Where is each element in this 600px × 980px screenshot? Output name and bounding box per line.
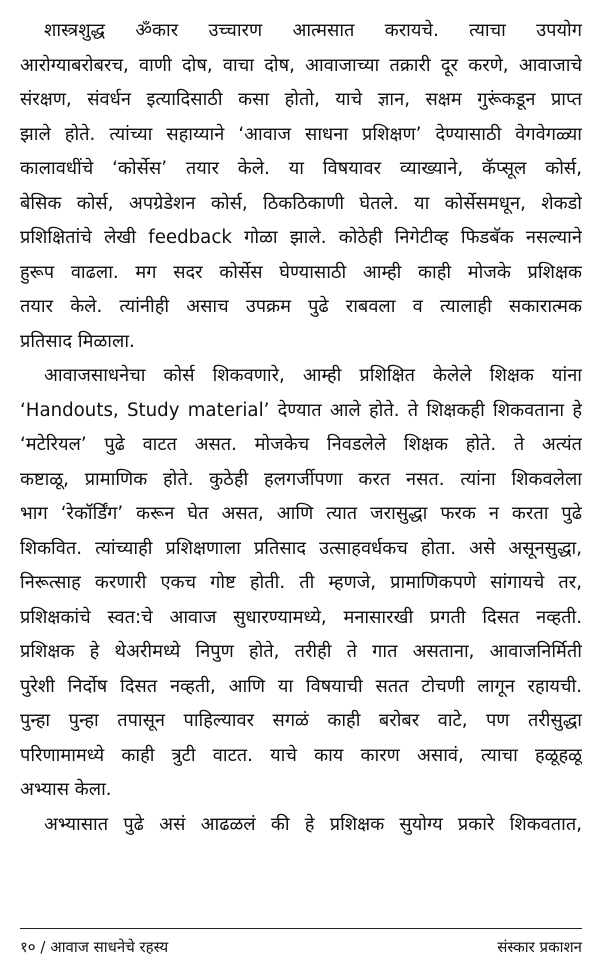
page-footer (20, 934, 582, 960)
body-text (20, 14, 582, 842)
text-line: शिकवित. त्यांच्याही प्रशिक्षणाला प्रतिसाद उत्साहवर्धकच होता. असे असूनसुद्धा, (20, 537, 582, 559)
text-line: भाग ‘रेकॉर्डिंग’ करून घेत असत, आणि त्यात जरासुद्धा फरक न करता पुढे (20, 503, 582, 524)
text-line: प्रशिक्षितांचे लेखी feedback गोळा झाले. कोठेही निगेटीव्ह फिडबॅक नसल्याने (20, 227, 582, 248)
paragraph-2 (20, 359, 582, 808)
text-line: कष्टाळू, प्रामाणिक होते. कुठेही हलगर्जीपणा करत नसत. त्यांना शिकवलेला (20, 468, 582, 490)
text-line: ‘Handouts, Study material’ देण्यात आले होते. ते शिक्षकही शिकवताना हे (20, 399, 582, 421)
text-line: निरूत्साह करणारी एकच गोष्ट होती. ती म्हणजे, प्रामाणिकपणे सांगायचे तर, (20, 572, 582, 593)
text-line: ‘मटेरियल’ पुढे वाटत असत. मोजकेच निवडलेले शिक्षक होते. ते अत्यंत (20, 434, 582, 455)
text-line: अभ्यासात पुढे असं आढळलं की हे प्रशिक्षक सुयोग्य प्रकारे शिकवतात, (44, 813, 582, 835)
paragraph-1 (20, 14, 582, 359)
text-line: प्रतिसाद मिळाला. (20, 330, 135, 352)
text-line: आरोग्याबरोबरच, वाणी दोष, वाचा दोष, आवाजाच्या तक्रारी दूर करणे, आवाजाचे (20, 54, 582, 76)
text-line: अभ्यास केला. (20, 779, 112, 800)
text-line: पुन्हा पुन्हा तपासून पाहिल्यावर सगळं काही बरोबर वाटे, पण तरीसुद्धा (20, 710, 582, 731)
text-line: कालावधींचे ‘कोर्सेस’ तयार केले. या विषयावर व्याख्याने, कॅप्सूल कोर्स, (20, 158, 582, 179)
paragraph-3 (20, 808, 582, 843)
text-line: प्रशिक्षक हे थेअरीमध्ये निपुण होते, तरीही ते गात असताना, आवाजनिर्मिती (20, 641, 582, 662)
footer-page-number-and-title: १० / आवाज साधनेचे रहस्य (20, 938, 169, 956)
text-line: हुरूप वाढला. मग सदर कोर्सेस घेण्यासाठी आम्ही काही मोजके प्रशिक्षक (20, 261, 582, 283)
text-line: संरक्षण, संवर्धन इत्यादिसाठी कसा होतो, याचे ज्ञान, सक्षम गुरूंकडून प्राप्त (20, 89, 582, 110)
footer-publisher: संस्कार प्रकाशन (497, 938, 582, 956)
text-line: प्रशिक्षकांचे स्वत:चे आवाज सुधारण्यामध्ये, मनासारखी प्रगती दिसत नव्हती. (20, 606, 582, 628)
text-line: झाले होते. त्यांच्या सहाय्याने ‘आवाज साधना प्रशिक्षण’ देण्यासाठी वेगवेगळ्या (20, 123, 582, 145)
text-line: शास्त्रशुद्ध ॐकार उच्चारण आत्मसात करायचे. त्याचा उपयोग (44, 20, 582, 41)
text-line: बेसिक कोर्स, अपग्रेडेशन कोर्स, ठिकठिकाणी घेतले. या कोर्सेसमधून, शेकडो (20, 192, 582, 214)
text-line: आवाजसाधनेचा कोर्स शिकवणारे, आम्ही प्रशिक्षित केलेले शिक्षक यांना (44, 365, 582, 386)
text-line: पुरेशी निर्दोष दिसत नव्हती, आणि या विषयाची सतत टोचणी लागून रहायची. (20, 675, 582, 697)
text-line: परिणामामध्ये काही त्रुटी वाटत. याचे काय कारण असावं, त्याचा हळूहळू (20, 744, 582, 766)
footer-divider (20, 928, 582, 929)
text-line: तयार केले. त्यांनीही असाच उपक्रम पुढे राबवला व त्यालाही सकारात्मक (20, 296, 582, 317)
